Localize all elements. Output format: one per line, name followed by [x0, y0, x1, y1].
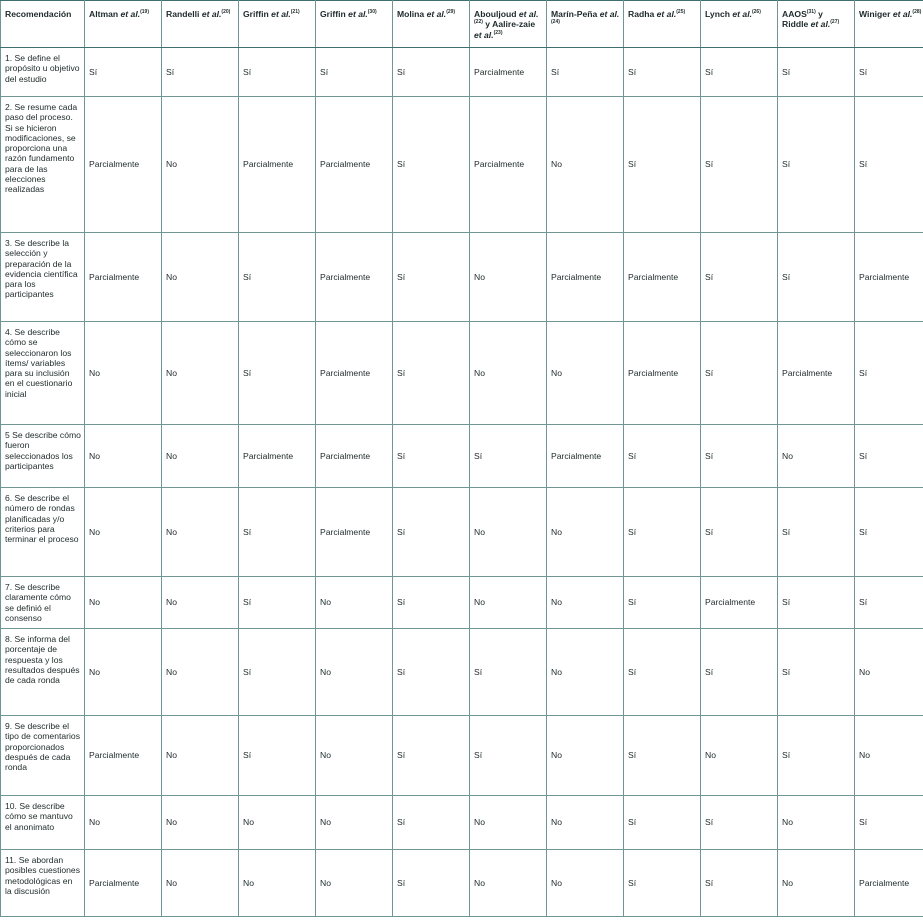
assessment-cell: Sí: [624, 796, 701, 850]
recommendation-cell: 7. Se describe claramente cómo se definió el consenso: [1, 577, 85, 629]
header-study: [624, 1, 701, 48]
assessment-cell: No: [162, 233, 239, 322]
assessment-cell: Sí: [855, 322, 923, 425]
assessment-cell: No: [85, 796, 162, 850]
assessment-cell: Sí: [393, 577, 470, 629]
assessment-cell: Parcialmente: [85, 716, 162, 796]
assessment-cell: No: [778, 425, 855, 488]
assessment-cell: Parcialmente: [624, 322, 701, 425]
header-etal: et al.: [426, 9, 447, 19]
assessment-cell: Parcialmente: [316, 425, 393, 488]
recommendation-cell: 5 Se describe cómo fueron seleccionados los participantes: [1, 425, 85, 488]
assessment-cell: Sí: [393, 425, 470, 488]
header-reference: (26): [751, 9, 761, 16]
assessment-cell: No: [162, 322, 239, 425]
assessment-cell: No: [162, 850, 239, 917]
assessment-cell: No: [778, 796, 855, 850]
header-study: [778, 1, 855, 48]
header-reference: (30): [367, 9, 377, 16]
assessment-cell: Sí: [239, 322, 316, 425]
recommendation-cell: 10. Se describe cómo se mantuvo el anonimato: [1, 796, 85, 850]
assessment-cell: Sí: [393, 97, 470, 233]
assessment-cell: Sí: [778, 488, 855, 577]
header-author: y Aalire-zaie: [482, 19, 536, 30]
assessment-cell: Sí: [701, 850, 778, 917]
assessment-cell: Sí: [701, 97, 778, 233]
assessment-cell: Parcialmente: [316, 97, 393, 233]
assessment-cell: Sí: [624, 48, 701, 97]
assessment-cell: Sí: [393, 629, 470, 716]
assessment-cell: Parcialmente: [470, 97, 547, 233]
assessment-cell: Sí: [624, 97, 701, 233]
header-study: [547, 1, 624, 48]
assessment-cell: No: [316, 629, 393, 716]
header-author: Randelli: [166, 9, 202, 19]
header-author: Marín-Peña: [551, 9, 600, 19]
assessment-cell: Parcialmente: [701, 577, 778, 629]
header-etal: et al.: [120, 9, 141, 19]
assessment-cell: No: [547, 850, 624, 917]
assessment-cell: No: [547, 796, 624, 850]
assessment-cell: No: [316, 796, 393, 850]
table-row: [1, 97, 923, 233]
assessment-cell: Sí: [778, 716, 855, 796]
header-etal: et al.: [518, 9, 539, 19]
assessment-cell: Sí: [855, 488, 923, 577]
recommendation-cell: 2. Se resume cada paso del proceso. Si se hicieron modificaciones, se proporciona una razón fundamento para de las elecciones realizadas: [1, 97, 85, 233]
assessment-cell: No: [547, 97, 624, 233]
recommendation-cell: 4. Se describe cómo se seleccionaron los ítems/ variables para su inclusión en el cuestionario inicial: [1, 322, 85, 425]
assessment-cell: Sí: [393, 48, 470, 97]
header-reference: (24): [551, 19, 560, 26]
header-study: [393, 1, 470, 48]
assessment-cell: No: [470, 322, 547, 425]
assessment-cell: No: [547, 488, 624, 577]
assessment-cell: Parcialmente: [239, 97, 316, 233]
assessment-cell: Sí: [239, 716, 316, 796]
table-row: [1, 488, 923, 577]
assessment-cell: No: [316, 850, 393, 917]
header-author: Winiger: [859, 9, 893, 19]
recommendation-cell: 9. Se describe el tipo de comentarios proporcionados después de cada ronda: [1, 716, 85, 796]
header-study: [316, 1, 393, 48]
assessment-cell: Parcialmente: [85, 850, 162, 917]
recommendation-cell: 6. Se describe el número de rondas planificadas y/o criterios para terminar el proceso: [1, 488, 85, 577]
assessment-cell: Sí: [624, 629, 701, 716]
header-author: Radha: [628, 9, 657, 19]
header-etal: et al.: [810, 19, 831, 30]
table-row: [1, 850, 923, 917]
header-author: Lynch: [705, 9, 733, 19]
table-row: [1, 322, 923, 425]
assessment-cell: No: [547, 322, 624, 425]
table-row: [1, 48, 923, 97]
table-row: [1, 577, 923, 629]
header-etal: et al.: [732, 9, 752, 19]
assessment-cell: Sí: [393, 322, 470, 425]
assessment-cell: Sí: [239, 629, 316, 716]
header-author: AAOS: [782, 9, 807, 19]
header-reference: (20): [221, 9, 231, 16]
recommendation-cell: 8. Se informa del porcentaje de respuesta y los resultados después de cada ronda: [1, 629, 85, 716]
assessment-cell: Sí: [162, 48, 239, 97]
assessment-cell: Sí: [778, 577, 855, 629]
header-study: [701, 1, 778, 48]
assessment-cell: Sí: [855, 425, 923, 488]
assessment-cell: Sí: [239, 48, 316, 97]
header-reference: (22): [474, 19, 483, 26]
assessment-cell: No: [470, 233, 547, 322]
header-reference: (23): [493, 29, 503, 36]
assessment-cell: Sí: [701, 425, 778, 488]
header-recommendation: [1, 1, 85, 48]
header-reference: (21): [290, 9, 300, 16]
assessment-cell: Parcialmente: [855, 850, 923, 917]
header-author: Molina: [397, 9, 427, 19]
assessment-cell: Parcialmente: [316, 488, 393, 577]
assessment-cell: Parcialmente: [316, 233, 393, 322]
header-etal: et al.: [656, 9, 677, 19]
assessment-cell: Sí: [393, 716, 470, 796]
recommendation-cell: 3. Se describe la selección y preparación de la evidencia científica para los participantes: [1, 233, 85, 322]
header-etal: et al.: [271, 9, 291, 19]
header-study: [470, 1, 547, 48]
assessment-cell: Sí: [624, 716, 701, 796]
assessment-cell: Sí: [393, 233, 470, 322]
assessment-cell: Sí: [855, 48, 923, 97]
assessment-cell: Sí: [624, 488, 701, 577]
table-row: [1, 796, 923, 850]
header-author: y Riddle: [782, 9, 823, 30]
assessment-cell: Parcialmente: [778, 322, 855, 425]
header-etal: et al.: [201, 9, 222, 19]
assessment-cell: Sí: [778, 48, 855, 97]
assessment-cell: Parcialmente: [547, 233, 624, 322]
recommendation-cell: 1. Se define el propósito u objetivo del estudio: [1, 48, 85, 97]
assessment-cell: No: [162, 97, 239, 233]
assessment-cell: No: [316, 716, 393, 796]
table-row: [1, 233, 923, 322]
header-etal: et al.: [599, 9, 620, 19]
header-author: Altman: [89, 9, 121, 19]
assessment-cell: No: [85, 629, 162, 716]
assessment-cell: No: [85, 322, 162, 425]
header-study: [162, 1, 239, 48]
table-body: [1, 48, 923, 917]
assessment-cell: No: [855, 716, 923, 796]
assessment-cell: Parcialmente: [85, 97, 162, 233]
assessment-cell: Sí: [855, 97, 923, 233]
assessment-cell: Sí: [239, 577, 316, 629]
assessment-cell: Parcialmente: [85, 233, 162, 322]
header-reference: (31): [806, 9, 816, 16]
header-author: Recomendación: [5, 9, 72, 19]
assessment-cell: Sí: [701, 796, 778, 850]
assessment-cell: Sí: [470, 629, 547, 716]
assessment-cell: Sí: [393, 850, 470, 917]
assessment-cell: Sí: [701, 48, 778, 97]
assessment-cell: Sí: [470, 716, 547, 796]
header-reference: (19): [140, 9, 150, 16]
assessment-cell: Sí: [855, 577, 923, 629]
assessment-cell: Parcialmente: [855, 233, 923, 322]
header-author: Griffin: [320, 9, 349, 19]
assessment-cell: Parcialmente: [239, 425, 316, 488]
assessment-cell: Sí: [547, 48, 624, 97]
assessment-cell: Sí: [316, 48, 393, 97]
header-row: [1, 1, 923, 48]
assessment-cell: Parcialmente: [470, 48, 547, 97]
assessment-cell: Sí: [624, 577, 701, 629]
header-study: [855, 1, 923, 48]
assessment-cell: Sí: [239, 233, 316, 322]
assessment-cell: No: [855, 629, 923, 716]
assessment-cell: Sí: [393, 796, 470, 850]
assessment-cell: No: [162, 425, 239, 488]
recommendation-cell: 11. Se abordan posibles cuestiones metodológicas en la discusión: [1, 850, 85, 917]
assessment-cell: No: [162, 716, 239, 796]
header-author: Griffin: [243, 9, 272, 19]
assessment-cell: Sí: [624, 850, 701, 917]
assessment-cell: No: [701, 716, 778, 796]
header-reference: (28): [912, 9, 922, 16]
assessment-cell: No: [85, 425, 162, 488]
assessment-cell: Sí: [778, 97, 855, 233]
assessment-cell: Sí: [701, 322, 778, 425]
assessment-cell: No: [316, 577, 393, 629]
assessment-cell: Parcialmente: [624, 233, 701, 322]
assessment-cell: No: [470, 577, 547, 629]
header-study: [239, 1, 316, 48]
table-row: [1, 716, 923, 796]
header-etal: et al.: [348, 9, 368, 19]
assessment-cell: No: [162, 577, 239, 629]
assessment-cell: Sí: [393, 488, 470, 577]
assessment-cell: Sí: [85, 48, 162, 97]
assessment-cell: No: [162, 488, 239, 577]
assessment-cell: No: [547, 629, 624, 716]
assessment-cell: Sí: [701, 233, 778, 322]
header-reference: (27): [830, 19, 840, 26]
assessment-cell: Sí: [701, 488, 778, 577]
table-row: [1, 629, 923, 716]
assessment-cell: Sí: [778, 629, 855, 716]
assessment-cell: No: [85, 577, 162, 629]
assessment-cell: No: [239, 796, 316, 850]
assessment-cell: Parcialmente: [316, 322, 393, 425]
assessment-cell: No: [470, 488, 547, 577]
assessment-cell: Sí: [470, 425, 547, 488]
assessment-cell: No: [162, 629, 239, 716]
assessment-cell: Sí: [701, 629, 778, 716]
header-etal: et al.: [474, 29, 494, 40]
assessment-cell: Parcialmente: [547, 425, 624, 488]
assessment-cell: Sí: [624, 425, 701, 488]
assessment-cell: No: [778, 850, 855, 917]
table-row: [1, 425, 923, 488]
header-reference: (29): [446, 9, 456, 16]
assessment-cell: Sí: [855, 796, 923, 850]
assessment-cell: Sí: [778, 233, 855, 322]
assessment-cell: No: [470, 796, 547, 850]
table-header: [1, 1, 923, 48]
assessment-cell: No: [470, 850, 547, 917]
assessment-cell: No: [162, 796, 239, 850]
assessment-cell: No: [547, 716, 624, 796]
header-reference: (25): [676, 9, 686, 16]
assessment-cell: No: [239, 850, 316, 917]
assessment-cell: No: [85, 488, 162, 577]
header-study: [85, 1, 162, 48]
assessment-cell: No: [547, 577, 624, 629]
header-etal: et al.: [892, 9, 913, 19]
assessment-cell: Sí: [239, 488, 316, 577]
header-author: Abouljoud: [474, 9, 519, 19]
